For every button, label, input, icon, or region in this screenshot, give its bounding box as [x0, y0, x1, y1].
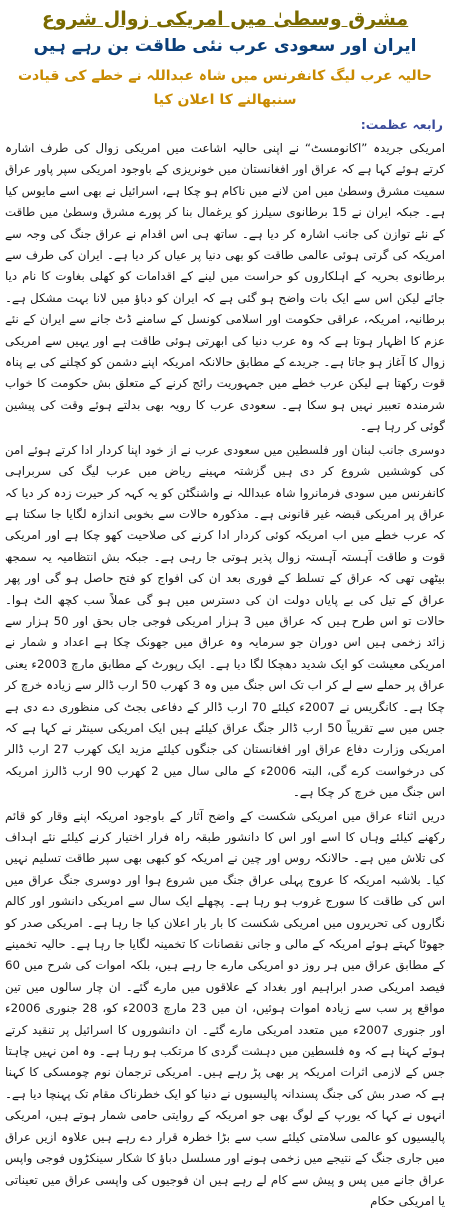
paragraph-3: دریں اثناء عراق میں امریکی شکست کے واضح آثار کے باوجود امریکہ اپنے وقار کو قائم رکھنے کیلئے وہاں کا اسے اور اس کا دانشور طبقہ راہ فرار اختیار کرنے کیلئے نئے اہداف کی تلاش میں ہے۔ حالانکہ روس اور چین نے امریکہ کو کبھی بھی سپر طاقت تسلیم نہیں کیا۔ بلاشبہ امریکہ کا عروج پہلی عراق جنگ میں شروع ہوا اور دوسری جنگ عراق میں اس کی طاقت کا سورج غروب ہو رہا ہے۔ پچھلے ایک سال سے امریکی دانشور اور کالم نگاروں کی تحریروں میں امریکی شکست کا بار بار اعلان کیا جا رہا ہے۔ امریکی صدر کو جھوٹا کہتے ہوئے امریکہ کے مالی و جانی نقصانات کا تخمینہ لگایا جا رہا ہے۔ حالیہ تخمینے کے مطابق عراق میں ہر روز دو امریکی مارے جا رہے ہیں، بلکہ اموات کی شرح میں 60 فیصد امریکی صدر ابراہیم اور بغداد کے علاقوں میں مارے گئے۔ ان چار سالوں میں تین مواقع پر سب سے زیادہ اموات ہوئیں، ان میں 23 مارچ 2003ء کو، 28 جنوری 2006ء اور جنوری 2007ء میں متعدد امریکی مارے گئے۔ ان دانشوروں کا اسرائیل پر تنقید کرتے ہوئے کہنا ہے کہ وہ فلسطین میں دہشت گردی کا مرتکب ہو رہا ہے۔ وہ امن نہیں چاہتا جس کے لازمی اثرات امریکہ پر بھی پڑ رہے ہیں۔ امریکی ترجمان نوم چومسکی کا کہنا ہے کہ صدر بش کی جنگ پسندانہ پالیسیوں نے دنیا کو ایک خطرناک مقام تک پہنچا دیا ہے۔ انہوں نے کہا کہ یورپ کے لوگ بھی جو امریکہ کے روایتی حامی شمار ہوتے ہیں، امریکی پالیسیوں کو عالمی سلامتی کیلئے سب سے بڑا خطرہ قرار دے رہے ہیں علاوہ ازیں عراق میں جاری جنگ کے نتیجے میں زخمی ہونے اور مسلسل دباؤ کا شکار سینکڑوں فوجی واپس عراق جانے میں پس و پیش سے کام لے رہے ہیں ان فوجیوں کی واپسی عراق میں تعیناتی یا امریکی حکام — [5, 808, 445, 1208]
article-body — [5, 138, 445, 1214]
paragraph-1: امریکی جریدہ ”اکانومسٹ“ نے اپنی حالیہ اشاعت میں امریکی زوال کی طرف اشارہ کرتے ہوئے کہا ہے کہ عراق اور افغانستان میں خونریزی کے باوجود امریکی سپر پاور عراق سمیت مشرق وسطیٰ میں امن لانے میں ناکام ہو چکا ہے، اسرائیل نے بھی اسے مایوس کیا ہے۔ جبکہ ایران نے 15 برطانوی سیلرز کو یرغمال بنا کر پورے مشرق وسطیٰ میں طاقت کے نئے توازن کی جانب اشارہ کر دیا ہے۔ ساتھ ہی اس اقدام نے عراق جنگ کی وجہ سے امریکہ کی گرتی ہوئی عالمی طاقت کو بھی دنیا پر عیاں کر دیا ہے۔ ایران کی طرف سے برطانوی بحریہ کے اہلکاروں کو حراست میں لینے کے اقدامات کو کھلی بغاوت کا نام دیا جائے لیکن اس سے ایک بات واضح ہو گئی ہے کہ ایران کو دباؤ میں لانا بہت مشکل ہے۔ برطانیہ، امریکہ، عراقی حکومت اور اسلامی کونسل کے سامنے ڈٹ جانے سے ایران کے نئے عزم کا اظہار ہوتا ہے کہ وہ عرب دنیا کی ابھرتی ہوئی طاقت ہے اور یہیں سے امریکی زوال کا آغاز ہو جاتا ہے۔ جریدے کے مطابق حالانکہ امریکہ اپنے دشمن کو کچلنے کی بے پناہ قوت رکھتا ہے لیکن عرب خطے میں جمہوریت رائج کرنے کے متعلق بش حکومت کا خواب شرمندہ تعبیر نہیں ہو سکا ہے۔ سعودی عرب کا رویہ بھی بدلتے ہوئے وقت کی پیشین گوئی کر رہا ہے۔ — [5, 141, 445, 434]
tagline: حالیہ عرب لیگ کانفرنس میں شاہ عبداللہ نے خطے کی قیادت سنبھالنے کا اعلان کیا — [17, 68, 433, 108]
paragraph-2: دوسری جانب لبنان اور فلسطین میں سعودی عرب نے از خود اپنا کردار ادا کرتے ہوئے امن کی کوششیں شروع کر دی ہیں گزشتہ مہینے ریاض میں عرب لیگ کی سربراہی کانفرنس میں سودی فرمانروا شاہ عبداللہ نے واشنگٹن کو یہ کہہ کر حیرت زدہ کر دیا کہ عراق پر امریکی قبضہ غیر قانونی ہے۔ مذکورہ حالات سے بخوبی اندازہ لگایا جا سکتا ہے کہ عرب خطے میں اب امریکہ کوئی کردار ادا کرنے کی صلاحیت کھو چکا ہے اور امریکی قوت و طاقت آہستہ آہستہ زوال پذیر ہوتی جا رہی ہے۔ جبکہ بش انتظامیہ یہ سمجھ بیٹھی تھی کہ عراق کے تسلط کے فوری بعد ان کی افواج کو فتح حاصل ہو گی اور پھر عراق کے تیل کی بے پایاں دولت ان کی دسترس میں ہو گی عملاً سب کچھ الٹ ہوا۔ حالات تو اس طرح ہیں کہ عراق میں 3 ہزار امریکی فوجی جاں بحق اور 50 ہزار سے زائد زخمی ہیں اس دوران جو سرمایہ وہ عراق میں جھونک چکا ہے اعداد و شمار نے امریکی معیشت کو ایک شدید دھچکا لگا دیا ہے۔ ایک رپورٹ کے مطابق مارچ 2003ء یعنی عراق پر حملے سے لے کر اب تک اس جنگ میں وہ 3 کھرب 50 ارب ڈالر سے زیادہ خرچ کر چکا ہے۔ کانگریس نے 2007ء کیلئے 70 ارب ڈالر کے دفاعی بجٹ کی منظوری دے دی ہے جس میں سے تقریباً 50 ارب ڈالر جنگ عراق کیلئے ہیں ایک امریکی سینٹر نے کہا ہے کہ امریکی وزارت دفاع عراق اور افغانستان کی جنگوں کیلئے مزید ایک کھرب 27 ارب ڈالر کی درخواست کرے گی، البتہ 2006ء کے مالی سال میں 2 کھرب 90 ارب ڈالرز امریکہ اس جنگ میں خرچ کر چکا ہے۔ — [5, 442, 446, 800]
subheadline: ایران اور سعودی عرب نئی طاقت بن رہے ہیں — [33, 36, 417, 56]
byline: رابعہ عظمت: — [360, 117, 443, 132]
headline: مشرق وسطیٰ میں امریکی زوال شروع — [41, 8, 409, 30]
